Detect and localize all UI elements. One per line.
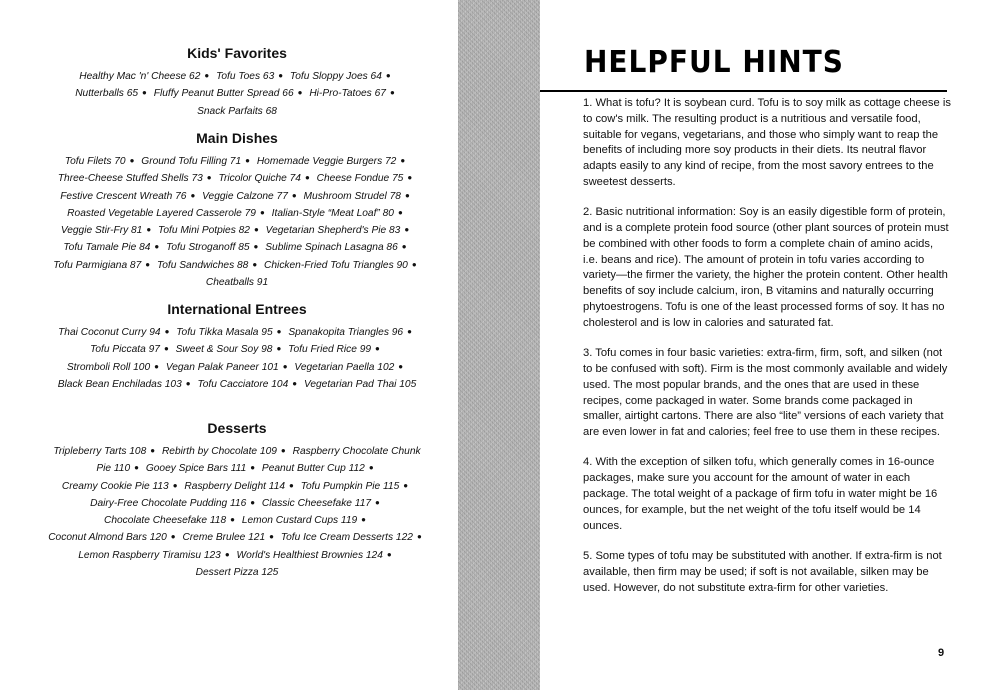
bullet-separator: ● [401, 242, 407, 252]
recipe-item: Tofu Sloppy Joes 64 [289, 71, 382, 82]
bullet-separator: ● [253, 225, 259, 235]
recipe-item: Raspberry Chocolate Chunk Pie 110 [96, 446, 421, 475]
bullet-separator: ● [129, 156, 135, 165]
bullet-separator: ● [230, 515, 235, 525]
left-page [0, 0, 458, 690]
bullet-separator: ● [146, 225, 152, 235]
recipe-list [48, 68, 426, 120]
recipe-item: Festive Crescent Wreath 76 [60, 190, 187, 202]
recipe-item: Chocolate Cheesefake 118 [103, 515, 227, 527]
bullet-separator: ● [297, 88, 303, 98]
section-international-entrees [48, 300, 426, 393]
page-number: 9 [938, 647, 945, 659]
recipe-item: Hi-Pro-Tatoes 67 [309, 88, 386, 100]
recipe-item: Chicken-Fried Tofu Triangles 90 [264, 259, 408, 271]
recipe-item: Tofu Tikka Masala 95 [176, 327, 273, 338]
bullet-separator: ● [269, 532, 274, 542]
bullet-separator: ● [145, 259, 151, 269]
section-desserts [48, 419, 426, 581]
recipe-item: Tripleberry Tarts 108 [53, 446, 147, 457]
recipe-item: Tofu Filets 70 [64, 156, 126, 167]
recipe-item: Tofu Toes 63 [216, 71, 275, 82]
recipe-item: Tofu Parmigiana 87 [53, 259, 142, 271]
recipe-item: Tofu Sandwiches 88 [156, 259, 249, 271]
bullet-separator: ● [150, 446, 156, 455]
recipe-item: Tofu Tamale Pie 84 [63, 242, 151, 254]
section-kids-favorites [48, 44, 426, 120]
section-heading: Desserts [207, 420, 267, 436]
recipe-item: Snack Parfaits 68 [197, 105, 277, 117]
recipe-item: Tricolor Quiche 74 [218, 173, 301, 185]
hints-list [583, 96, 951, 611]
recipe-item: Tofu Mini Potpies 82 [158, 225, 250, 237]
bullet-separator: ● [245, 156, 250, 165]
recipe-item: Black Bean Enchiladas 103 [57, 378, 182, 390]
recipe-item: Lemon Raspberry Tiramisu 123 [78, 549, 221, 561]
recipe-item: Raspberry Delight 114 [184, 480, 286, 492]
bullet-separator: ● [280, 446, 286, 455]
recipe-item: Tofu Cacciatore 104 [197, 378, 289, 390]
hint-paragraph: 1. What is tofu? It is soybean curd. Tofu is to soy milk as cottage cheese is to cow's milk. The resulting product is a nutritious and versatile food, suitable for vegans, vegetarians, and those who simply want to reap the benefits of including more soy products in their diets. Its neutral flavor adapts easily to any kind of recipe, from the most savory entrees to the sweetest desserts. [583, 97, 951, 188]
bullet-separator: ● [386, 549, 392, 559]
recipe-item: Creamy Cookie Pie 113 [61, 480, 169, 492]
bullet-separator: ● [276, 344, 282, 354]
bullet-separator: ● [276, 327, 282, 336]
recipe-list [48, 324, 426, 393]
bullet-separator: ● [368, 463, 374, 473]
bullet-separator: ● [407, 327, 412, 336]
recipe-item: Stromboli Roll 100 [66, 361, 151, 373]
recipe-item: Rebirth by Chocolate 109 [161, 446, 277, 457]
bullet-separator: ● [154, 361, 159, 371]
recipe-item: Tofu Pumpkin Pie 115 [300, 480, 400, 492]
hint-paragraph: 2. Basic nutritional information: Soy is an easily digestible form of protein, and is a complete protein food source (other plant sources of protein must be combined with other foods to form a complete chain of amino acids, i.e. beans and rice). The amount of protein in tofu varies according to variety—the firmer the variety, the higher the protein content. Other health benefits of soy include calcium, iron, B vitamins and naturally occurring phytoestrogens. Tofu is one of the least processed forms of soy. It has no cholesterol and is low in calories and saturated fat. [583, 206, 949, 329]
recipe-item: Tofu Fried Rice 99 [288, 344, 372, 356]
recipe-item: Fluffy Peanut Butter Spread 66 [153, 88, 294, 100]
bullet-separator: ● [224, 549, 230, 559]
bullet-separator: ● [253, 242, 259, 252]
section-main-dishes [48, 129, 426, 291]
bullet-separator: ● [172, 480, 178, 490]
bullet-separator: ● [142, 88, 147, 98]
recipe-item: Gooey Spice Bars 111 [145, 463, 247, 475]
bullet-separator: ● [289, 480, 294, 490]
recipe-list [48, 153, 426, 291]
bullet-separator: ● [170, 532, 176, 542]
bullet-separator: ● [375, 497, 380, 507]
bullet-separator: ● [304, 173, 310, 183]
recipe-item: Mushroom Strudel 78 [303, 190, 401, 202]
bullet-separator: ● [204, 71, 210, 80]
bullet-separator: ● [292, 378, 298, 388]
recipe-item: Three-Cheese Stuffed Shells 73 [57, 173, 203, 185]
recipe-item: Tofu Ice Cream Desserts 122 [280, 532, 413, 544]
recipe-item: Nutterballs 65 [75, 88, 139, 100]
recipe-item: Sweet & Sour Soy 98 [175, 344, 273, 356]
bullet-separator: ● [404, 225, 410, 235]
bullet-separator: ● [250, 463, 256, 473]
page-title: HELPFUL HINTS [584, 44, 844, 80]
recipe-item: Roasted Vegetable Layered Casserole 79 [67, 207, 256, 219]
recipe-item: Vegetarian Paella 102 [294, 361, 395, 373]
bullet-separator: ● [411, 259, 417, 269]
recipe-item: World's Healthiest Brownies 124 [236, 549, 383, 561]
recipe-item: Dessert Pizza 125 [195, 567, 279, 579]
bullet-separator: ● [400, 156, 406, 165]
bullet-separator: ● [250, 497, 256, 507]
bullet-separator: ● [404, 190, 410, 200]
bullet-separator: ● [164, 327, 170, 336]
bullet-separator: ● [403, 480, 409, 490]
recipe-item: Healthy Mac 'n' Cheese 62 [79, 71, 201, 82]
recipe-item: Classic Cheesefake 117 [261, 497, 372, 509]
recipe-item: Lemon Custard Cups 119 [241, 515, 358, 527]
recipe-item: Tofu Stroganoff 85 [166, 242, 250, 254]
bullet-separator: ● [282, 361, 288, 371]
bullet-separator: ● [185, 378, 191, 388]
title-divider [540, 90, 947, 92]
recipe-item: Creme Brulee 121 [182, 532, 266, 544]
section-heading: Kids' Favorites [187, 45, 287, 61]
recipe-item: Veggie Stir-Fry 81 [60, 225, 143, 237]
recipe-item: Peanut Butter Cup 112 [261, 463, 365, 475]
bullet-separator: ● [361, 515, 367, 525]
bullet-separator: ● [291, 190, 297, 200]
bullet-separator: ● [397, 207, 403, 217]
bullet-separator: ● [252, 259, 258, 269]
bullet-separator: ● [375, 344, 380, 354]
hint-paragraph: 4. With the exception of silken tofu, which generally comes in 16-ounce packages, make sure you account for the amount of water in each package. The total weight of a package of firm tofu in water might be 16 ounces, for example, but the net weight of the tofu itself would be 14 ounces. [583, 456, 938, 532]
recipe-item: Dairy-Free Chocolate Pudding 116 [90, 497, 247, 509]
recipe-item: Ground Tofu Filling 71 [141, 156, 242, 167]
recipe-item: Vegan Palak Paneer 101 [165, 361, 279, 373]
recipe-item: Homemade Veggie Burgers 72 [256, 156, 397, 167]
recipe-item: Cheese Fondue 75 [316, 173, 404, 185]
right-page [540, 0, 1000, 690]
recipe-list [48, 443, 426, 581]
recipe-item: Cheatballs 91 [205, 277, 269, 289]
bullet-separator: ● [398, 361, 404, 371]
bullet-separator: ● [154, 242, 160, 252]
section-heading: Main Dishes [196, 130, 278, 146]
bullet-separator: ● [389, 88, 395, 98]
recipe-item: Sublime Spinach Lasagna 86 [265, 242, 398, 254]
recipe-item: Spanakopita Triangles 96 [288, 327, 404, 338]
bullet-separator: ● [385, 71, 391, 80]
gutter-texture [458, 0, 540, 690]
recipe-item: Vegetarian Shepherd's Pie 83 [265, 225, 401, 237]
recipe-item: Vegetarian Pad Thai 105 [303, 378, 417, 390]
bullet-separator: ● [206, 173, 212, 183]
hint-paragraph: 5. Some types of tofu may be substituted with another. If extra-firm is not available, then firm may be used; if soft is not available, silken may be used. However, do not substitute extra-firm for other varieties. [583, 549, 942, 594]
recipe-item: Italian-Style “Meat Loaf” 80 [271, 207, 394, 219]
bullet-separator: ● [407, 173, 413, 183]
recipe-item: Veggie Calzone 77 [202, 190, 288, 202]
bullet-separator: ● [190, 190, 196, 200]
bullet-separator: ● [416, 532, 422, 542]
bullet-separator: ● [134, 463, 139, 473]
bullet-separator: ● [278, 71, 284, 80]
bullet-separator: ● [163, 344, 169, 354]
hint-paragraph: 3. Tofu comes in four basic varieties: extra-firm, firm, soft, and silken (not to be confused with soft). Firm is the most commonly available and widely used. The most popular brands, and the ones that are used in these recipes, come packaged in water. Some brands come packaged in smaller, airtight cartons. There are also “lite” versions of each variety that are even lower in fat and calories; feel free to use them in these recipes. [583, 347, 948, 439]
section-heading: International Entrees [167, 301, 307, 317]
recipe-item: Thai Coconut Curry 94 [58, 327, 161, 338]
recipe-item: Coconut Almond Bars 120 [48, 532, 167, 544]
bullet-separator: ● [259, 207, 265, 217]
recipe-item: Tofu Piccata 97 [90, 344, 160, 356]
